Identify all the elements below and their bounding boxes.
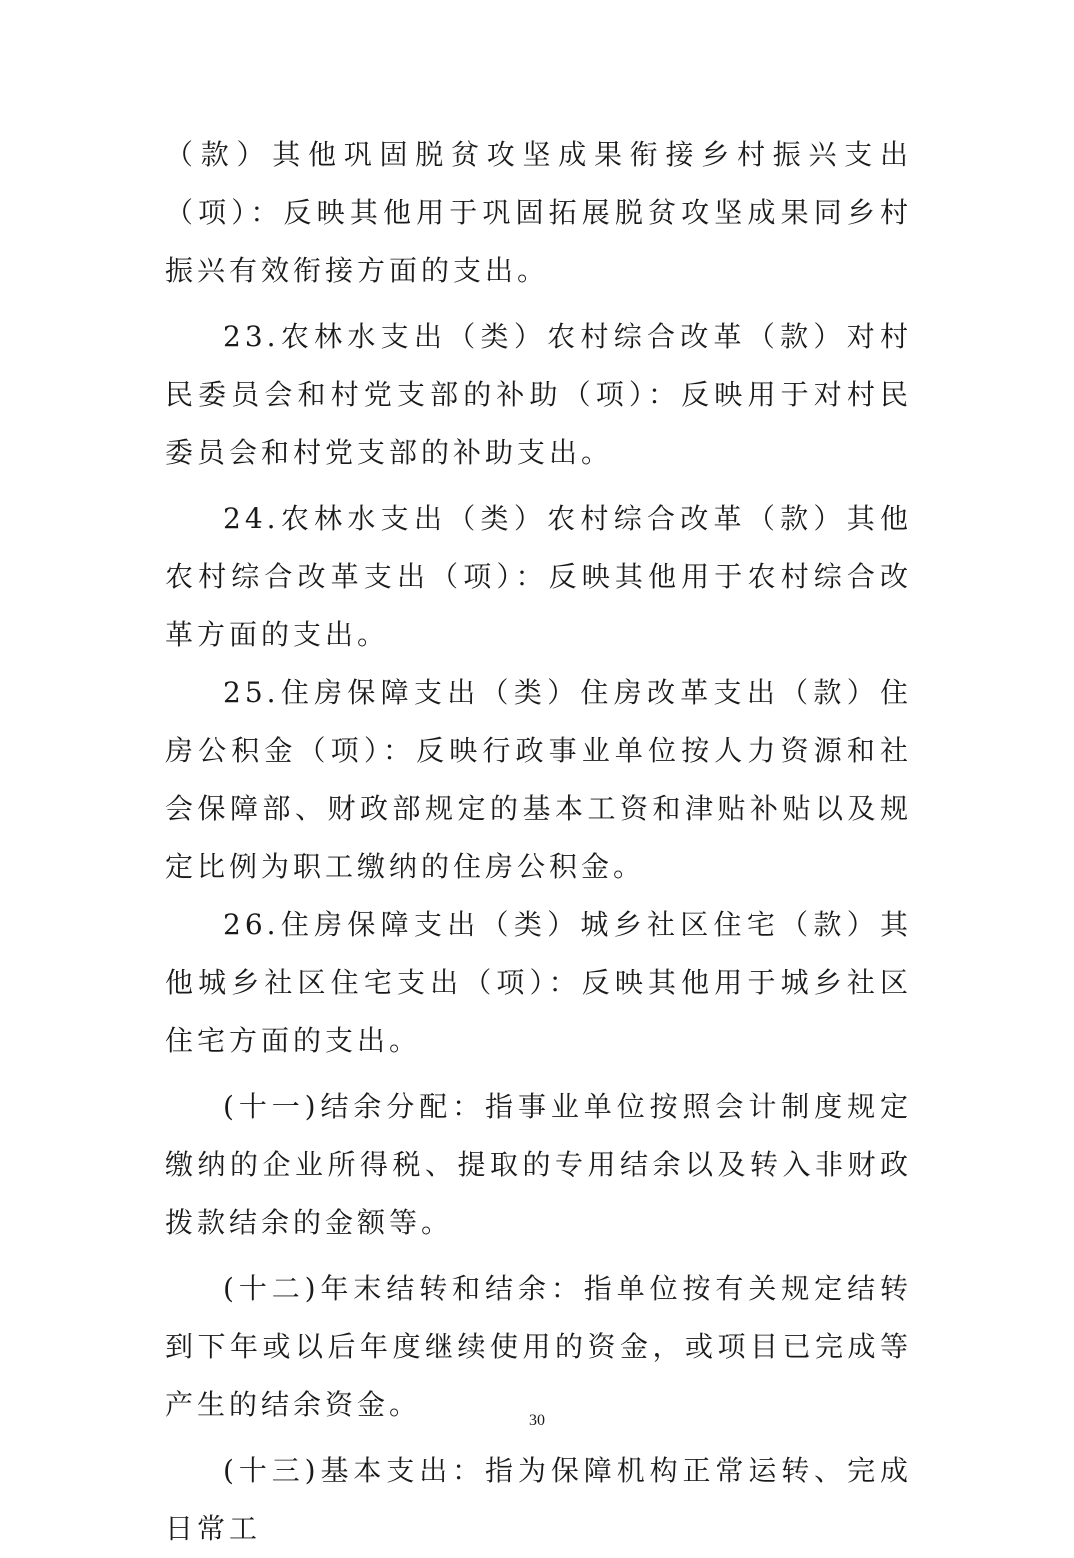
paragraph-section-11: (十一)结余分配：指事业单位按照会计制度规定缴纳的企业所得税、提取的专用结余以及转入非财政拨款结余的金额等。 bbox=[165, 1090, 912, 1239]
paragraph-section-12: (十二)年末结转和结余：指单位按有关规定结转到下年或以后年度继续使用的资金，或项目已完成等产生的结余资金。 bbox=[165, 1272, 912, 1421]
document-body bbox=[165, 126, 912, 1558]
paragraph-section-13: (十三)基本支出：指为保障机构正常运转、完成日常工 bbox=[165, 1454, 912, 1545]
paragraph-item-23: 23.农林水支出（类）农村综合改革（款）对村民委员会和村党支部的补助（项）：反映用于对村民委员会和村党支部的补助支出。 bbox=[165, 320, 912, 469]
paragraph-item-24: 24.农林水支出（类）农村综合改革（款）其他农村综合改革支出（项）：反映其他用于农村综合改革方面的支出。 bbox=[165, 502, 912, 651]
paragraph-continuation: （款）其他巩固脱贫攻坚成果衔接乡村振兴支出（项）：反映其他用于巩固拓展脱贫攻坚成果同乡村振兴有效衔接方面的支出。 bbox=[165, 138, 912, 287]
paragraph-item-25: 25.住房保障支出（类）住房改革支出（款）住房公积金（项）：反映行政事业单位按人力资源和社会保障部、财政部规定的基本工资和津贴补贴以及规定比例为职工缴纳的住房公积金。 bbox=[165, 676, 912, 883]
paragraph-item-26: 26.住房保障支出（类）城乡社区住宅（款）其他城乡社区住宅支出（项）：反映其他用于城乡社区住宅方面的支出。 bbox=[165, 908, 912, 1057]
page-number: 30 bbox=[529, 1412, 545, 1429]
